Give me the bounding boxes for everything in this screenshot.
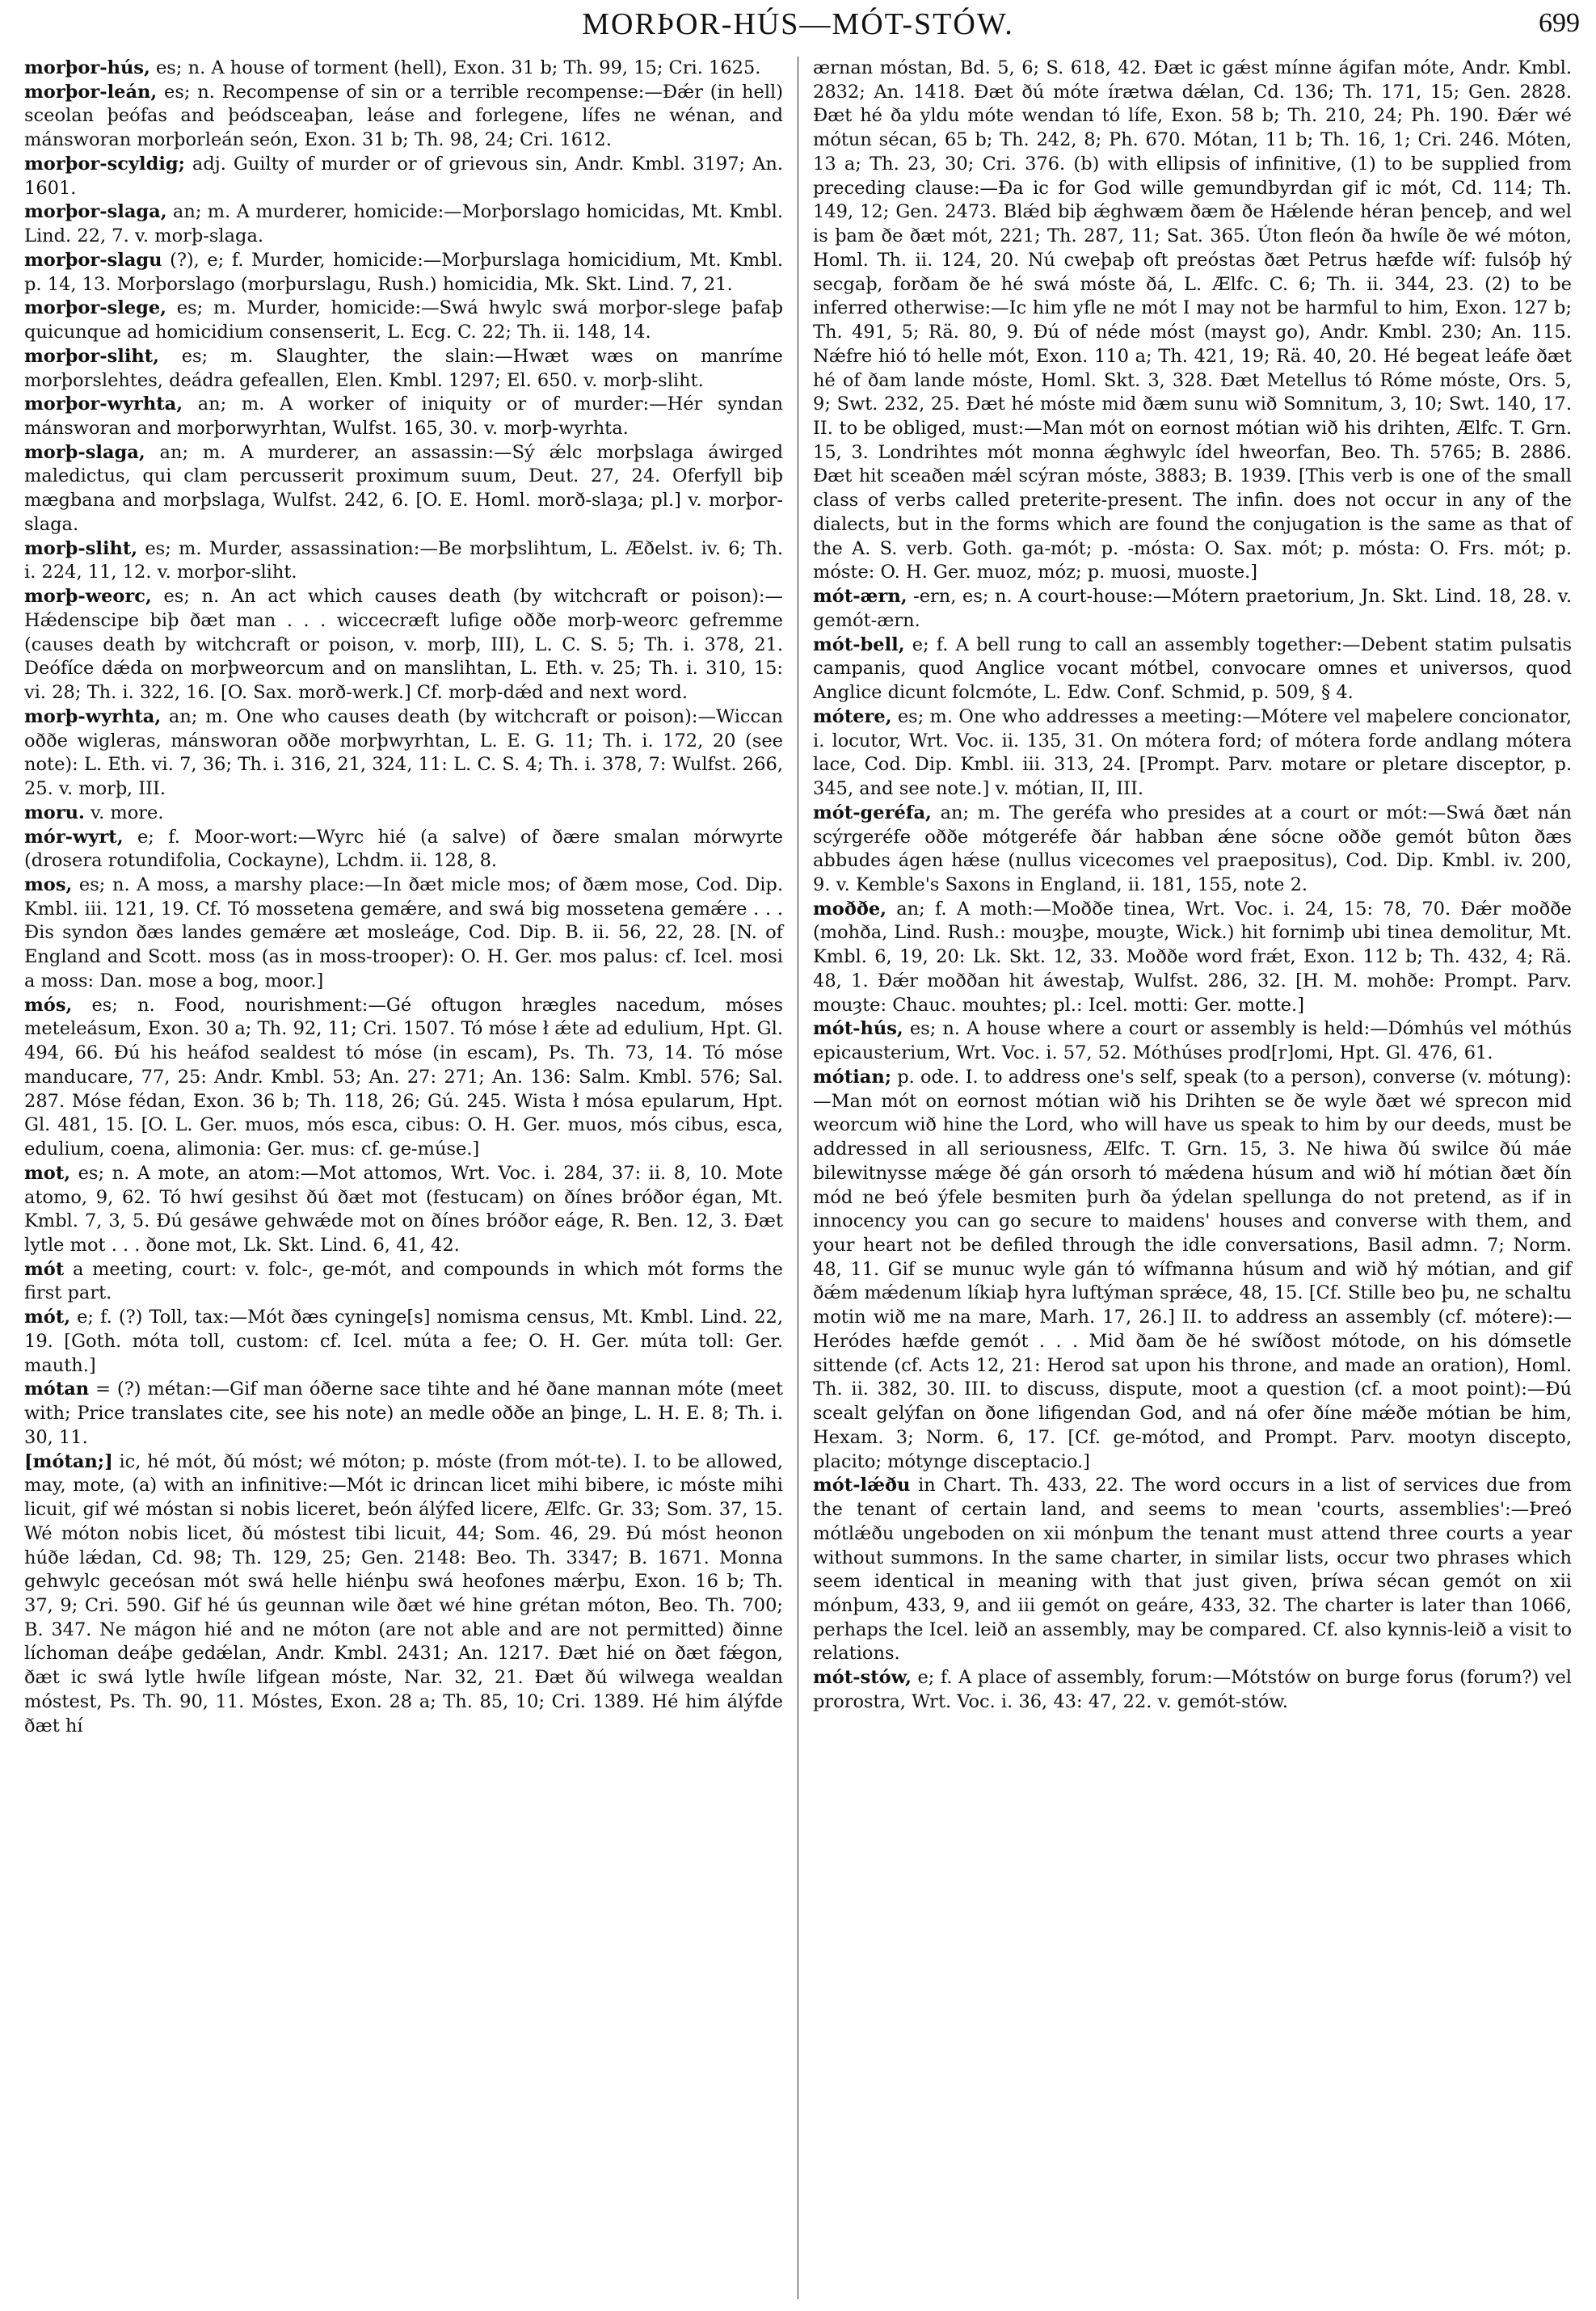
entry-definition: an; m. One who causes death (by witchcraft or poison):—Wiccan oððe wigleras, mánsworan oððe morþwyrhtan, L. E. G. 11; Th. i. 172, 20 (see note): L. Eth. vi. 7, 36; Th. i. 316, 21, 324, 11: L. C. S. 4; Th. i. 378, 7: Wulfst. 266, 25. v. morþ, III. <box>24 705 783 800</box>
left-column <box>16 57 798 2299</box>
dictionary-entry <box>24 873 783 994</box>
dictionary-columns <box>16 57 1580 2299</box>
dictionary-entry <box>24 1162 783 1258</box>
entry-headword: morþor-wyrhta, <box>24 394 183 415</box>
entry-definition: a meeting, court: v. folc-, ge-mót, and compounds in which mót forms the first part. <box>24 1258 783 1304</box>
entry-headword: mór-wyrt, <box>24 826 124 848</box>
entry-headword: morþor-scyldig; <box>24 153 185 175</box>
entry-headword: morþ-slaga, <box>24 441 145 463</box>
dictionary-entry <box>24 393 783 440</box>
entry-definition: adj. Guilty of murder or of grievous sin, Andr. Kmbl. 3197; An. 1601. <box>24 153 783 199</box>
entry-definition: p. ode. I. to address one's self, speak (to a person), converse (v. mótung):—Man mót on eornost mótian wið his Drihten se ðe wyle ðæt wé sprecon mid weorcum wið hine the Lord, who will have us speak to him by our deeds, must be addressed in all seriousness, Ælfc. T. Grn. 15, 3. Ne hiwa ðú swilce ðú máe bilewitnysse mǽge ðé gán orsorh tó mǽdena húsum and wið hí mótian ðæt ðín mód ne beó ýfele besmiten þurh ða ýdelan spellunga do not pretend, as if in innocency you can go secure to maidens' houses and converse with them, and your heart not be defiled through the idle conversations, Basil admn. 7; Norm. 48, 11. Gif se munuc wyle gán tó wífmanna húsum and wið hý mótian, and gif ðǽm mǽdenum líkiaþ hyra luftýman sprǽce, 48, 15. [Cf. Stille beo þu, ne schaltu motin wið me na mare, Marh. 17, 26.] II. to address an assembly (cf. mótere):—Heródes hæfde gemót . . . Mid ðam ðe hé swíðost mótode, on his dómsetle sittende (cf. Acts 12, 21: Herod sat upon his throne, and made an oration), Homl. Th. ii. 382, 30. III. to discuss, dispute, moot a question (cf. a moot point):—Ðú scealt gelýfan on ðone lifigendan God, and ná ofer ðíne mǽðe mótian be him, Hexam. 3; Norm. 6, 17. [Cf. ge-mótod, and Prompt. Parv. mootyn discepto, placito; mótynge disceptacio.] <box>813 1066 1572 1472</box>
entry-headword: morþor-slege, <box>24 297 167 319</box>
dictionary-entry <box>24 537 783 585</box>
entry-definition: an; m. A murderer, homicide:—Morþorslago homicidas, Mt. Kmbl. Lind. 22, 7. v. morþ-slaga. <box>24 201 783 247</box>
entry-definition: es; n. A moss, a marshy place:—In ðæt micle mos; of ðæm mose, Cod. Dip. Kmbl. iii. 121, 19. Cf. Tó mossetena gemǽre, and swá big mossetena gemǽre . . . Ðis syndon ðæs landes gemǽre æt mosleáge, Cod. Dip. B. ii. 56, 22, 28. [N. of England and Scott. moss (as in moss-trooper): O. H. Ger. mos palus: cf. Icel. mosi a moss: Dan. mose a bog, moor.] <box>24 873 783 991</box>
dictionary-entry <box>813 634 1572 705</box>
dictionary-entry <box>24 441 783 537</box>
entry-definition: e; f. A place of assembly, forum:—Mótstów on burge forus (forum?) vel prorostra, Wrt. Voc. i. 36, 43: 47, 22. v. gemót-stów. <box>813 1667 1572 1712</box>
entry-definition: es; m. Murder, homicide:—Swá hwylc swá morþor-slege þafaþ quicunque ad homicidium consenserit, L. Ecg. C. 22; Th. ii. 148, 14. <box>24 297 783 343</box>
entry-definition: ic, hé mót, ðú móst; wé móton; p. móste (from mót-te). I. to be allowed, may, mote, (a) with an infinitive:—Mót ic drincan licet mihi bibere, ic móste mihi licuit, gif wé móstan si nobis liceret, beón álýfed licere, Ælfc. Gr. 33; Som. 37, 15. Wé móton nobis licet, ðú móstest tibi licuit, 44; Som. 46, 29. Ðú móst heonon húðe lǽdan, Cd. 98; Th. 129, 25; Gen. 2148: Beo. Th. 3347; B. 1671. Monna gehwylc geceósan mót swá helle hiénþu swá heofones mǽrþu, Exon. 16 b; Th. 37, 9; Cri. 590. Gif hé ús geunnan wile ðæt wé hine grétan móton, Beo. Th. 700; B. 347. Ne mágon hié and ne móton (are not able and are not permitted) ðinne líchoman deáþe gedǽlan, Andr. Kmbl. 2431; An. 1217. Ðæt hié on ðæt fǽgon, ðæt ic swá lytle hwíle lifgean móste, Nar. 32, 21. Ðæt ðú wilwega wealdan móstest, Ps. Th. 90, 11. Móstes, Exon. 28 a; Th. 85, 10; Cri. 1389. Hé him álýfde ðæt hí <box>24 1450 783 1736</box>
dictionary-entry <box>813 1066 1572 1474</box>
entry-definition: (?), e; f. Murder, homicide:—Morþurslaga homicidium, Mt. Kmbl. p. 14, 13. Morþorslago (morþurslagu, Rush.) homicidia, Mk. Skt. Lind. 7, 21. <box>24 249 783 295</box>
dictionary-entry <box>24 57 783 81</box>
entry-headword: morþ-sliht, <box>24 537 138 559</box>
dictionary-entry <box>813 705 1572 802</box>
entry-definition: es; n. A house where a court or assembly is held:—Dómhús vel móthús epicausterium, Wrt. Voc. i. 57, 52. Móthúses prod[r]omi, Hpt. Gl. 476, 61. <box>813 1018 1572 1064</box>
entry-definition: = (?) métan:—Gif man óðerne sace tihte and hé ðane mannan móte (meet with; Price translates cite, see his note) an medle oððe an þinge, L. H. E. 8; Th. i. 30, 11. <box>24 1379 783 1448</box>
entry-headword: mós, <box>24 994 73 1016</box>
entry-definition: es; n. An act which causes death (by witchcraft or poison):—Hǽdenscipe biþ ðæt man . . . wiccecræft lufige oððe morþ-weorc gefremme (causes death by witchcraft or poison, v. morþ, III), L. C. S. 5; Th. i. 378, 21. Deófíce dǽda on morþweorcum and on manslihtan, L. Eth. v. 25; Th. i. 310, 15: vi. 28; Th. i. 322, 16. [O. Sax. morð-werk.] Cf. morþ-dǽd and next word. <box>24 586 783 704</box>
dictionary-entry <box>24 249 783 297</box>
right-column <box>798 57 1580 2299</box>
entry-definition: ærnan móstan, Bd. 5, 6; S. 618, 42. Ðæt ic gǽst mínne ágifan móte, Andr. Kmbl. 2832; An. 1418. Ðæt ðú móte írætwa dǽlan, Cd. 136; Th. 171, 15; Gen. 2828. Ðæt hé ða yldu móte wendan tó lífe, Exon. 58 b; Th. 210, 24; Ph. 190. Ðǽr wé mótun sécan, 65 b; Th. 242, 8; Ph. 670. Mótan, 11 b; Th. 16, 1; Cri. 246. Móten, 13 a; Th. 23, 30; Cri. 376. (b) with ellipsis of infinitive, (1) to be supplied from preceding clause:—Ða ic for God wille gemundbyrdan gif ic mót, Cd. 114; Th. 149, 12; Gen. 2473. Blǽd biþ ǽghwæm ðæm ðe Hǽlende héran þenceþ, and wel is þam ðe ðæt mót, 221; Th. 287, 11; Sat. 365. Úton fleón ða hwíle ðe wé móton, Homl. Th. ii. 124, 20. Nú cweþaþ oft preóstas ðæt Petrus hæfde wíf: fulsóþ hý secgaþ, forðam ðe hé swá móste ðá, L. Ælfc. C. 6; Th. ii. 344, 23. (2) to be inferred otherwise:—Ic him yfle ne mót I may not be harmful to him, Exon. 127 b; Th. 491, 5; Rä. 80, 9. Ðú of néde móst (mayst go), Andr. Kmbl. 230; An. 115. Nǽfre hió tó helle mót, Exon. 110 a; Th. 421, 19; Rä. 40, 20. Hé begeat leáfe ðæt hé of ðam lande móste, Homl. Skt. 3, 328. Ðæt Metellus tó Róme móste, Ors. 5, 9; Swt. 232, 25. Ðæt hé móste mid ðæm sunu wið Somnitum, 3, 10; Swt. 140, 17. II. to be obliged, must:—Man mót on eornost mótian wið his drihten, Ælfc. T. Grn. 15, 3. Londrihtes mót monna ǽghwylc ídel hweorfan, Beo. Th. 5765; B. 2886. Ðæt hit sceaðen mǽl scýran móste, 3883; B. 1939. [This verb is one of the small class of verbs called preterite-present. The infin. does not occur in any of the dialects, but in the forms which are found the conjugation is the same as that of the A. S. verb. Goth. ga-mót; p. -mósta: O. Sax. mót; p. mósta: O. Frs. mót; p. móste: O. H. Ger. muoz, móz; p. muosi, muoste.] <box>813 57 1572 583</box>
entry-definition: an; f. A moth:—Moððe tinea, Wrt. Voc. i. 24, 15: 78, 70. Ðǽr moððe (mohða, Lind. Rush.: mouȝþe, mouȝte, Wick.) hit fornimþ ubi tinea demolitur, Mt. Kmbl. 6, 19, 20: Lk. Skt. 12, 33. Moððe word frǽt, Exon. 112 b; Th. 432, 4; Rä. 48, 1. Ðǽr moððan hit áwestaþ, Wulfst. 286, 32. [H. M. mohðe: Prompt. Parv. mouȝte: Chauc. mouhtes; pl.: Icel. motti: Ger. motte.] <box>813 898 1572 1016</box>
entry-definition: es; n. Food, nourishment:—Gé oftugon hrægles nacedum, móses meteleásum, Exon. 30 a; Th. 92, 11; Cri. 1507. Tó móse ł ǽte ad edulium, Hpt. Gl. 494, 66. Ðú his heáfod sealdest tó móse (in escam), Ps. Th. 73, 14. Tó móse manducare, 77, 25: Andr. Kmbl. 53; An. 27: 271; An. 136: Salm. Kmbl. 576; Sal. 287. Móse fédan, Exon. 36 b; Th. 118, 26; Gú. 245. Wista ł mósa epularum, Hpt. Gl. 481, 15. [O. L. Ger. muos, mós esca, cibus: O. H. Ger. muos, mós cibus, esca, edulium, coena, alimonia: Ger. mus: cf. ge-múse.] <box>24 994 783 1160</box>
page-number: 699 <box>1539 8 1580 38</box>
entry-definition: an; m. A worker of iniquity or of murder:—Hér syndan mánsworan and morþorwyrhtan, Wulfst. 165, 30. v. morþ-wyrhta. <box>24 394 783 440</box>
entry-definition: e; f. A bell rung to call an assembly together:—Debent statim pulsatis campanis, quod Anglice vocant mótbel, convocare omnes et universos, quod Anglice dicunt folcmóte, L. Edw. Conf. Schmid, p. 509, § 4. <box>813 634 1572 704</box>
dictionary-entry <box>24 345 783 393</box>
entry-headword: mót-lǽðu <box>813 1475 911 1496</box>
entry-headword: morþor-sliht, <box>24 345 159 367</box>
entry-headword: morþ-weorc, <box>24 586 152 608</box>
dictionary-entry <box>24 585 783 705</box>
entry-headword: mos, <box>24 873 73 895</box>
entry-headword: morþor-hús, <box>24 57 150 78</box>
dictionary-entry <box>24 994 783 1162</box>
dictionary-entry <box>813 1474 1572 1666</box>
dictionary-entry <box>24 802 783 826</box>
dictionary-entry <box>813 57 1572 585</box>
dictionary-entry <box>24 1378 783 1450</box>
entry-headword: mótian; <box>813 1066 891 1088</box>
dictionary-entry <box>24 1450 783 1739</box>
entry-headword: mótan <box>24 1379 90 1400</box>
entry-definition: an; m. A murderer, an assassin:—Sý ǽlc morþslaga áwirged maledictus, qui clam percusserit proximum suum, Deut. 27, 24. Oferfyll biþ mægbana and morþslaga, Wulfst. 242, 6. [O. E. Homl. morð-slaȝa; pl.] v. morþor-slaga. <box>24 441 783 535</box>
entry-definition: es; m. Murder, assassination:—Be morþslihtum, L. Æðelst. iv. 6; Th. i. 224, 11, 12. v. morþor-sliht. <box>24 537 783 583</box>
entry-headword: mót-bell, <box>813 634 905 655</box>
entry-headword: mót-geréfa, <box>813 802 932 823</box>
entry-headword: mót-stów, <box>813 1667 912 1689</box>
entry-definition: es; m. Slaughter, the slain:—Hwæt wæs on manríme morþorslehtes, deádra gefeallen, Elen. Kmbl. 1297; El. 650. v. morþ-sliht. <box>24 345 783 391</box>
entry-definition: v. more. <box>84 802 164 823</box>
entry-headword: mótere, <box>813 705 892 727</box>
dictionary-entry <box>24 1258 783 1306</box>
entry-headword: mót-hús, <box>813 1018 903 1040</box>
running-title: MORÞOR-HÚS—MÓT-STÓW. <box>582 7 1014 41</box>
dictionary-entry <box>24 705 783 802</box>
entry-headword: mót-ærn, <box>813 586 907 608</box>
dictionary-entry <box>24 153 783 200</box>
entry-definition: es; n. A mote, an atom:—Mot attomos, Wrt. Voc. i. 284, 37: ii. 8, 10. Mote atomo, 9, 62. Tó hwí gesihst ðú ðæt mot (festucam) on ðínes bróðor égan, Mt. Kmbl. 7, 3, 5. Ðú gesáwe gehwǽde mot on ðínes bróðor eáge, R. Ben. 12, 3. Ðæt lytle mot . . . ðone mot, Lk. Skt. Lind. 6, 41, 42. <box>24 1162 783 1256</box>
entry-definition: an; m. The geréfa who presides at a court or mót:—Swá ðæt nán scýrgeréfe oððe mótgeréfe ðár habban ǽne sócne oððe gemót bûton ðæs abbudes ágen hǽse (nullus vicecomes vel praepositus), Cod. Dip. Kmbl. iv. 200, 9. v. Kemble's Saxons in England, ii. 181, 155, note 2. <box>813 802 1572 895</box>
dictionary-entry <box>813 802 1572 898</box>
entry-definition: e; f. Moor-wort:—Wyrc hié (a salve) of ðære smalan mórwyrte (drosera rotundifolia, Cockayne), Lchdm. ii. 128, 8. <box>24 826 783 872</box>
entry-definition: es; n. A house of torment (hell), Exon. 31 b; Th. 99, 15; Cri. 1625. <box>149 57 761 78</box>
entry-headword: mot, <box>24 1162 71 1184</box>
entry-definition: es; m. One who addresses a meeting:—Mótere vel maþelere concionator, i. locutor, Wrt. Voc. ii. 135, 31. On mótera ford; of mótera forde andlang mótera lace, Cod. Dip. Kmbl. iii. 313, 24. [Prompt. Parv. motare or pletare disceptor, p. 345, and see note.] v. mótian, II, III. <box>813 705 1572 800</box>
entry-definition: es; n. Recompense of sin or a terrible recompense:—Ðǽr (in hell) sceolan þeófas and þeódsceaþan, leáse and forlegene, lífes ne wénan, and mánsworan morþorleán seón, Exon. 31 b; Th. 98, 24; Cri. 1612. <box>24 81 783 151</box>
dictionary-entry <box>24 200 783 248</box>
dictionary-entry <box>24 297 783 344</box>
entry-definition: in Chart. Th. 433, 22. The word occurs in a list of services due from the tenant of certain land, and seems to mean 'courts, assemblies':—Þreó mótlǽðu ungeboden on xii mónþum the tenant must attend three courts a year without summons. In the same charter, in similar lists, occur two phrases which seem identical in meaning with that just given, þríwa sécan gemót on xii mónþum, 433, 9, and iii gemót on geáre, 433, 32. The charter is later than 1066, perhaps the Icel. leið an assembly, may be compared. Cf. also kynnis-leið a visit to relations. <box>813 1475 1572 1665</box>
dictionary-entry <box>24 1306 783 1378</box>
dictionary-entry <box>813 1666 1572 1714</box>
entry-definition: e; f. (?) Toll, tax:—Mót ðæs cyninge[s] nomisma census, Mt. Kmbl. Lind. 22, 19. [Goth. móta toll, custom: cf. Icel. múta a fee; O. H. Ger. múta toll: Ger. mauth.] <box>24 1307 783 1376</box>
dictionary-entry <box>813 898 1572 1018</box>
dictionary-entry <box>24 81 783 153</box>
entry-headword: moru. <box>24 802 85 823</box>
page-header <box>16 6 1580 45</box>
entry-headword: morþor-leán, <box>24 81 158 103</box>
dictionary-entry <box>813 585 1572 633</box>
entry-headword: mót, <box>24 1307 71 1328</box>
entry-definition: -ern, es; n. A court-house:—Mótern praetorium, Jn. Skt. Lind. 18, 28. v. gemót-ærn. <box>813 586 1572 631</box>
entry-headword: moððe, <box>813 898 886 920</box>
entry-headword: mót <box>24 1258 65 1280</box>
entry-headword: morþ-wyrhta, <box>24 705 162 727</box>
entry-headword: [mótan;] <box>24 1450 113 1472</box>
dictionary-entry <box>813 1017 1572 1065</box>
entry-headword: morþor-slagu <box>24 249 162 271</box>
dictionary-entry <box>24 826 783 873</box>
entry-headword: morþor-slaga, <box>24 201 167 223</box>
